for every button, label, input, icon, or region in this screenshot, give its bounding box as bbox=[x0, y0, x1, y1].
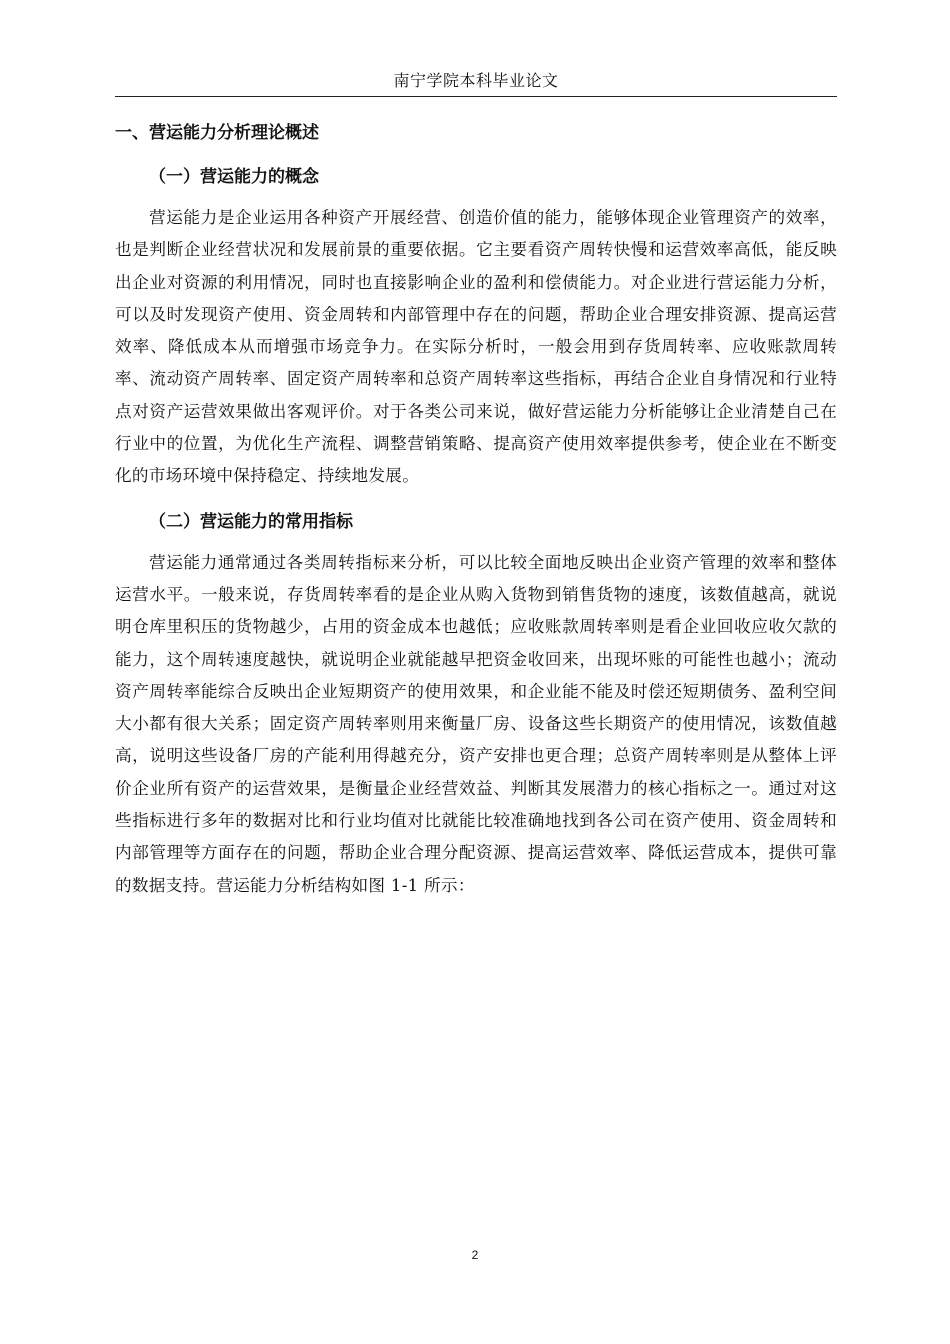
paragraph-indicators: 营运能力通常通过各类周转指标来分析，可以比较全面地反映出企业资产管理的效率和整体运营水平。一般来说，存货周转率看的是企业从购入货物到销售货物的速度，该数值越高，就说明仓库里积压的货物越少，占用的资金成本也越低；应收账款周转率则是看企业回收应收欠款的能力，这个周转速度越快，就说明企业就能越早把资金收回来，出现坏账的可能性也越小；流动资产周转率能综合反映出企业短期资产的使用效果，和企业能不能及时偿还短期债务、盈利空间大小都有很大关系；固定资产周转率则用来衡量厂房、设备这些长期资产的使用情况，该数值越高，说明这些设备厂房的产能利用得越充分，资产安排也更合理；总资产周转率则是从整体上评价企业所有资产的运营效果，是衡量企业经营效益、判断其发展潜力的核心指标之一。通过对这些指标进行多年的数据对比和行业均值对比就能比较准确地找到各公司在资产使用、资金周转和内部管理等方面存在的问题，帮助企业合理分配资源、提高运营效率、降低运营成本，提供可靠的数据支持。营运能力分析结构如图 1-1 所示： bbox=[115, 552, 837, 895]
header-divider bbox=[115, 96, 837, 97]
section-heading: 一、营运能力分析理论概述 bbox=[115, 123, 319, 143]
running-header: 南宁学院本科毕业论文 bbox=[393, 71, 559, 90]
paragraph-concept: 营运能力是企业运用各种资产开展经营、创造价值的能力，能够体现企业管理资产的效率，也是判断企业经营状况和发展前景的重要依据。它主要看资产周转快慢和运营效率高低，能反映出企业对资源的利用情况，同时也直接影响企业的盈利和偿债能力。对企业进行营运能力分析，可以及时发现资产使用、资金周转和内部管理中存在的问题，帮助企业合理安排资源、提高运营效率、降低成本从而增强市场竞争力。在实际分析时，一般会用到存货周转率、应收账款周转率、流动资产周转率、固定资产周转率和总资产周转率这些指标，再结合企业自身情况和行业特点对资产运营效果做出客观评价。对于各类公司来说，做好营运能力分析能够让企业清楚自己在行业中的位置，为优化生产流程、调整营销策略、提高资产使用效率提供参考，使企业在不断变化的市场环境中保持稳定、持续地发展。 bbox=[115, 208, 837, 486]
document-body bbox=[115, 118, 837, 902]
subsection-heading-indicators: （二）营运能力的常用指标 bbox=[149, 511, 353, 532]
page-number: 2 bbox=[471, 1248, 479, 1262]
subsection-heading-concept: （一）营运能力的概念 bbox=[149, 167, 319, 187]
